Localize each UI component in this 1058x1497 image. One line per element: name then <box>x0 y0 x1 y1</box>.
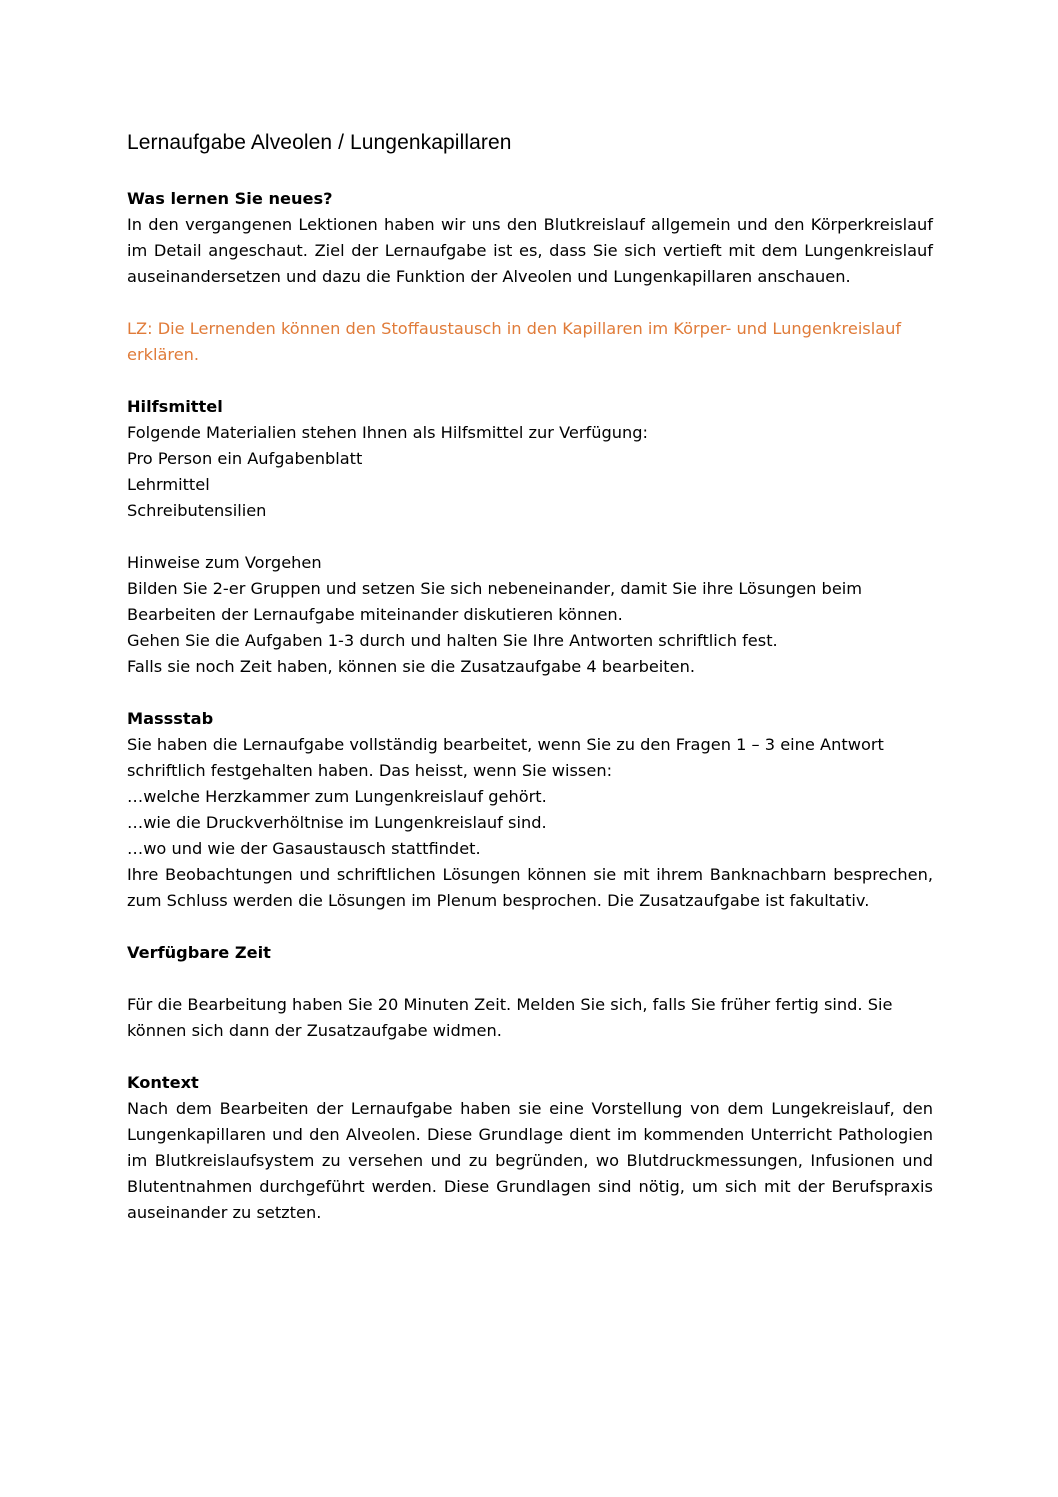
time-heading: Verfügbare Zeit <box>127 943 271 962</box>
section-learning-goal <box>127 316 933 368</box>
spacer <box>127 524 933 550</box>
aids-line: Lehrmittel <box>127 475 210 494</box>
aids-line: Pro Person ein Aufgabenblatt <box>127 449 363 468</box>
spacer <box>127 368 933 394</box>
section-time <box>127 940 933 1044</box>
section-criteria <box>127 706 933 914</box>
criteria-text-a: Sie haben die Lernaufgabe vollständig bearbeitet, wenn Sie zu den Fragen 1 – 3 eine Antwort schriftlich festgehalten haben. Das heisst, wenn Sie wissen: <box>127 735 884 780</box>
spacer <box>127 1044 933 1070</box>
document-page <box>127 128 933 1226</box>
section-procedure <box>127 550 933 680</box>
procedure-line: Bilden Sie 2-er Gruppen und setzen Sie sich nebeneinander, damit Sie ihre Lösungen beim <box>127 579 863 598</box>
document-title: Lernaufgabe Alveolen / Lungenkapillaren <box>127 131 512 154</box>
context-heading: Kontext <box>127 1073 199 1092</box>
criteria-heading: Massstab <box>127 709 214 728</box>
criteria-line: …welche Herzkammer zum Lungenkreislauf gehört. <box>127 787 547 806</box>
procedure-heading: Hinweise zum Vorgehen <box>127 553 322 572</box>
procedure-line: Gehen Sie die Aufgaben 1-3 durch und halten Sie Ihre Antworten schriftlich fest. <box>127 631 778 650</box>
section-aids <box>127 394 933 524</box>
aids-line: Schreibutensilien <box>127 501 267 520</box>
procedure-line: Falls sie noch Zeit haben, können sie die Zusatzaufgabe 4 bearbeiten. <box>127 657 696 676</box>
context-text: Nach dem Bearbeiten der Lernaufgabe haben sie eine Vorstellung von dem Lungekreislauf, den Lungenkapillaren und den Alveolen. Diese Grundlage dient im kommenden Unterricht Pathologien im Blutkreislaufsystem zu versehen und zu begründen, wo Blutdruckmessungen, Infusionen und Blutentnahmen durchgeführt werden. Diese Grundlagen sind nötig, um sich mit der Berufspraxis auseinander zu setzten. <box>127 1099 933 1222</box>
criteria-line: …wo und wie der Gasaustausch stattfindet. <box>127 839 481 858</box>
spacer <box>127 914 933 940</box>
spacer <box>127 966 933 992</box>
spacer <box>127 680 933 706</box>
learning-goal-text: LZ: Die Lernenden können den Stoffaustausch in den Kapillaren im Körper- und Lungenkreislauf erklären. <box>127 319 902 364</box>
section-context <box>127 1070 933 1226</box>
aids-heading: Hilfsmittel <box>127 397 223 416</box>
criteria-text-b: Ihre Beobachtungen und schriftlichen Lösungen können sie mit ihrem Banknachbarn besprechen, zum Schluss werden die Lösungen im Plenum besprochen. Die Zusatzaufgabe ist fakultativ. <box>127 865 933 910</box>
section-intro <box>127 186 933 290</box>
criteria-line: …wie die Druckverhöltnise im Lungenkreislauf sind. <box>127 813 547 832</box>
time-text: Für die Bearbeitung haben Sie 20 Minuten Zeit. Melden Sie sich, falls Sie früher fertig sind. Sie können sich dann der Zusatzaufgabe widmen. <box>127 995 893 1040</box>
spacer <box>127 290 933 316</box>
intro-heading: Was lernen Sie neues? <box>127 189 333 208</box>
procedure-line: Bearbeiten der Lernaufgabe miteinander diskutieren können. <box>127 605 623 624</box>
aids-line: Folgende Materialien stehen Ihnen als Hilfsmittel zur Verfügung: <box>127 423 648 442</box>
intro-text: In den vergangenen Lektionen haben wir uns den Blutkreislauf allgemein und den Körperkreislauf im Detail angeschaut. Ziel der Lernaufgabe ist es, dass Sie sich vertieft mit dem Lungenkreislauf auseinandersetzen und dazu die Funktion der Alveolen und Lungenkapillaren anschauen. <box>127 215 933 286</box>
